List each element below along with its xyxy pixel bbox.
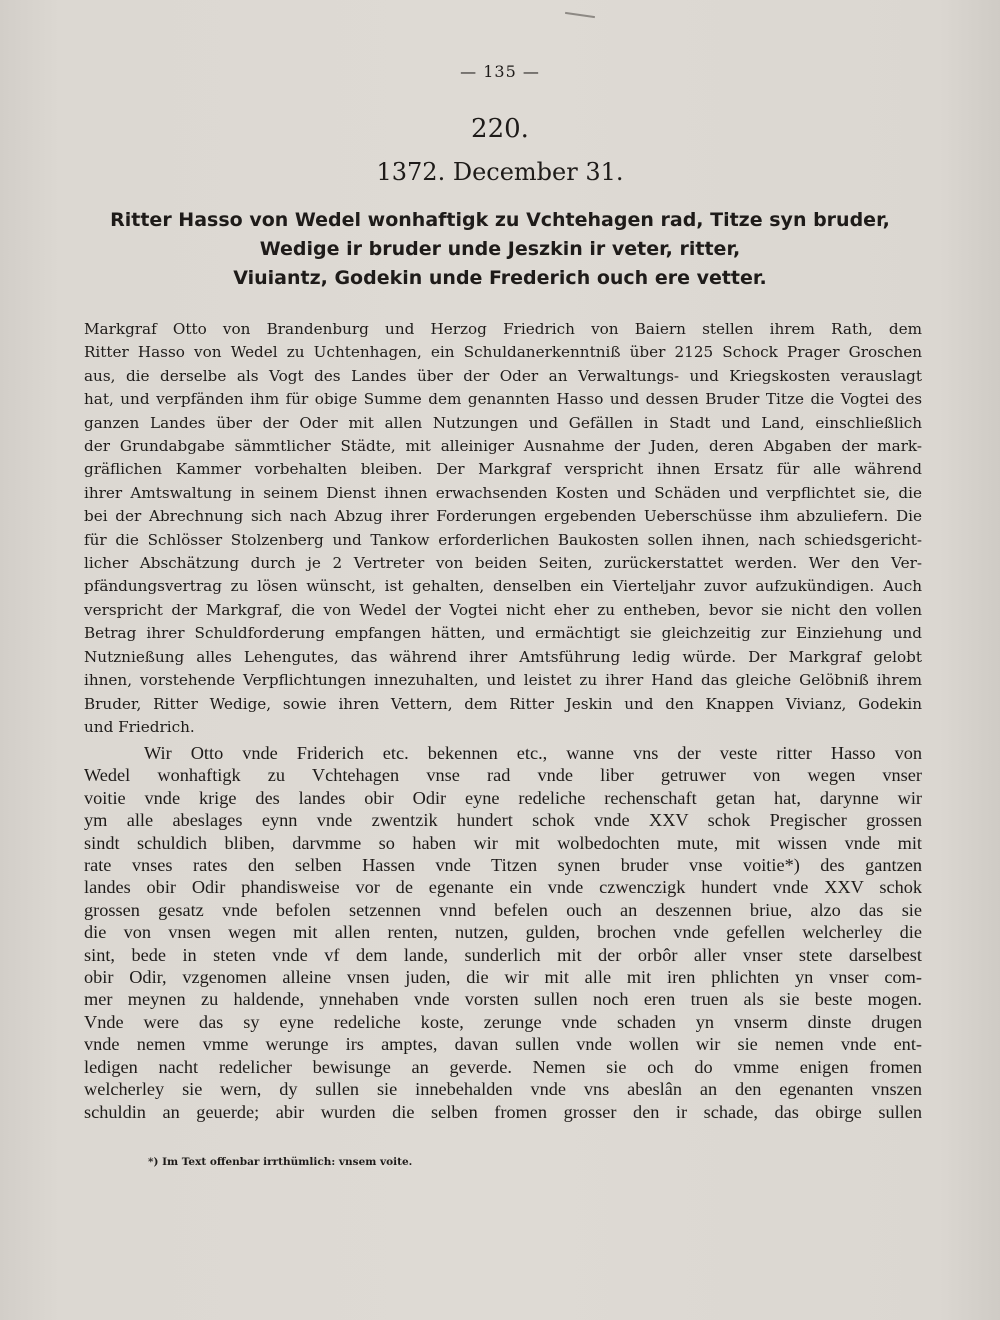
summary-line: Bruder, Ritter Wedige, sowie ihren Vettern, dem Ritter Jeskin und den Knappen Vivianz, Godekin: [84, 694, 922, 713]
summary-line: bei der Abrechnung sich nach Abzug ihrer Forderungen ergebenden Ueberschüsse ihm abzuliefern. Die: [84, 507, 922, 526]
source-line: sindt schuldich bliben, darvmme so haben wir mit wolbedochten mute, mit wissen vnde mit: [84, 832, 922, 853]
scan-edge-mark: [565, 12, 595, 18]
page-number: — 135 —: [460, 62, 540, 81]
source-line: schuldin an geuerde; abir wurden die selben fromen grosser den ir schade, das obirge sullen: [84, 1101, 922, 1122]
summary-line: ihrer Amtswaltung in seinem Dienst ihnen erwachsenden Kosten und Schäden und verpflichtet sie, die: [84, 483, 922, 502]
title-line: Ritter Hasso von Wedel wonhaftigk zu Vchtehagen rad, Titze syn bruder,: [110, 209, 890, 231]
summary-line: hat, und verpfänden ihm für obige Summe dem genannten Hasso und dessen Bruder Titze die Vogtei des: [84, 390, 922, 409]
source-line: welcherley sie wern, dy sullen sie innebehalden vnde vns abeslân an den egenanten vnszen: [84, 1079, 922, 1100]
document-number: 220.: [471, 114, 529, 144]
summary-line: ihnen, vorstehende Verpflichtungen innezuhalten, und leistet zu ihrer Hand das gleiche Gelöbniß ihrem: [84, 671, 922, 690]
source-line: grossen gesatz vnde befolen setzennen vnnd befelen ouch an deszennen briue, alzo das sie: [84, 899, 922, 920]
footnote: *) Im Text offenbar irrthümlich: vnsem voite.: [148, 1156, 413, 1168]
title-line: Viuiantz, Godekin unde Frederich ouch ere vetter.: [233, 267, 767, 289]
source-line: rate vnses rates den selben Hassen vnde Titzen synen bruder vnse voitie*) des gantzen: [84, 855, 922, 876]
source-line: Wedel wonhaftigk zu Vchtehagen vnse rad vnde liber getruwer von wegen vnser: [84, 765, 922, 786]
summary-line: pfändungsvertrag zu lösen wünscht, ist gehalten, denselben ein Vierteljahr zuvor aufzukündigen. Auch: [84, 577, 922, 596]
source-line: ym alle abeslages eynn vnde zwentzik hundert schok vnde XXV schok Pregischer grossen: [84, 810, 922, 831]
source-line: die von vnsen wegen mit allen renten, nutzen, gulden, brochen vnde gefellen welcherley die: [84, 922, 922, 943]
summary-line: verspricht der Markgraf, die von Wedel der Vogtei nicht eher zu entheben, bevor sie nicht den vollen: [84, 600, 922, 619]
regest-summary: [84, 318, 922, 739]
summary-line: Betrag ihrer Schuldforderung empfangen hätten, und ermächtigt sie gleichzeitig zur Einziehung und: [84, 624, 922, 643]
source-text: [84, 742, 922, 1123]
source-line: Wir Otto vnde Friderich etc. bekennen etc., wanne vns der veste ritter Hasso von: [144, 743, 922, 763]
summary-line: ganzen Landes über der Oder mit allen Nutzungen und Gefällen in Stadt und Land, einschließlich: [84, 413, 922, 432]
summary-line: aus, die derselbe als Vogt des Landes über der Oder an Verwaltungs- und Kriegskosten verauslagt: [84, 366, 922, 385]
source-line: ledigen nacht redelicher bewisunge an geverde. Nemen sie och do vmme enigen fromen: [84, 1056, 922, 1077]
source-line: landes obir Odir phandisweise vor de egenante ein vnde czwenczigk hundert vnde XXV schok: [84, 877, 922, 898]
source-line: obir Odir, vzgenomen alleine vnsen juden, die wir mit alle mit iren phlichten yn vnser com-: [84, 967, 922, 988]
summary-line: und Friedrich.: [84, 717, 195, 736]
document-date: 1372. December 31.: [376, 158, 624, 186]
summary-line: Ritter Hasso von Wedel zu Uchtenhagen, ein Schuldanerkenntniß über 2125 Schock Prager Groschen: [84, 343, 922, 362]
summary-line: Nutznießung alles Lehengutes, das während ihrer Amtsführung ledig würde. Der Markgraf gelobt: [84, 647, 922, 666]
source-line: sint, bede in steten vnde vf dem lande, sunderlich mit der orbôr aller vnser stete darselbest: [84, 944, 922, 965]
source-line: Vnde were das sy eyne redeliche koste, zerunge vnde schaden yn vnserm dinste drugen: [84, 1011, 922, 1032]
source-line: vnde nemen vmme werunge irs amptes, davan sullen vnde wollen wir sie nemen vnde ent-: [84, 1034, 922, 1055]
summary-line: licher Abschätzung durch je 2 Vertreter von beiden Seiten, zurückerstattet werden. Wer den Ver-: [84, 554, 922, 573]
source-line: mer meynen zu haldende, ynnehaben vnde vorsten sullen noch eren truen als sie beste mogen.: [84, 989, 922, 1010]
document-title: [60, 206, 940, 293]
summary-line: der Grundabgabe sämmtlicher Städte, mit alleiniger Ausnahme der Juden, deren Abgaben der mark-: [84, 437, 922, 456]
summary-line: gräflichen Kammer vorbehalten bleiben. Der Markgraf verspricht ihnen Ersatz für alle während: [84, 460, 922, 479]
source-line: voitie vnde krige des landes obir Odir eyne redeliche rechenschaft getan hat, darynne wir: [84, 787, 922, 808]
summary-line: Markgraf Otto von Brandenburg und Herzog Friedrich von Baiern stellen ihrem Rath, dem: [84, 320, 922, 338]
summary-line: für die Schlösser Stolzenberg und Tankow erforderlichen Baukosten sollen ihnen, nach schiedsgericht-: [84, 530, 922, 549]
title-line: Wedige ir bruder unde Jeszkin ir veter, ritter,: [259, 238, 741, 260]
